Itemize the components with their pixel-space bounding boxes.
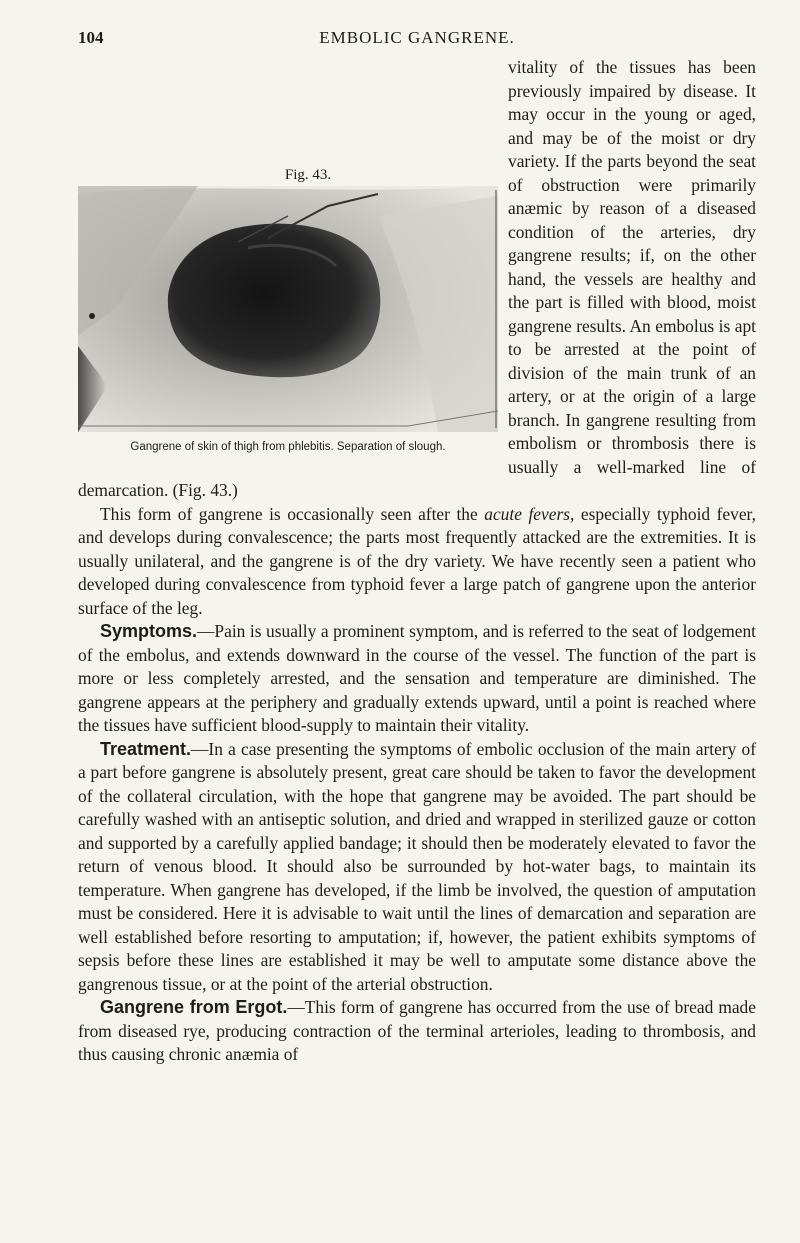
paragraph-opening	[78, 56, 756, 503]
paragraph-2-emphasis: acute fevers,	[484, 503, 575, 524]
treatment-paragraph	[78, 738, 756, 997]
paragraph-2-text-b: especially typhoid fever, and develops during convalescence; the parts most frequently attacked are the extremities. It is usually unilateral, and the gangrene is of the dry variety. We have recently seen a patient who developed during convalescence from typhoid fever a large patch of gangrene upon the anterior surface of the leg.	[78, 503, 756, 618]
ergot-paragraph	[78, 996, 756, 1067]
opening-text	[78, 56, 756, 503]
symptoms-paragraph	[78, 620, 756, 738]
ergot-heading: Gangrene from Ergot.	[100, 997, 288, 1017]
body-text	[78, 56, 756, 1067]
ergot-text: —This form of gangrene has occurred from the use of bread made from diseased rye, producing contraction of the terminal arterioles, leading to thrombosis, and thus causing chronic anæmia of	[78, 997, 756, 1064]
page	[78, 28, 756, 1067]
figure	[78, 164, 498, 460]
paragraph-2	[78, 503, 756, 621]
symptoms-heading: Symptoms.	[100, 621, 198, 641]
running-title: EMBOLIC GANGRENE.	[319, 28, 515, 47]
figure-caption: Gangrene of skin of thigh from phlebitis. Separation of slough.	[130, 441, 446, 453]
paragraph-1: vitality of the tissues has been previously impaired by disease. It may occur in the young or aged, and may be of the moist or dry variety. If the parts beyond the seat of obstruction were primarily anæmic by reason of a diseased condition of the arteries, dry gangrene results; if, on the other hand, the vessels are healthy and the part is filled with blood, moist gangrene results. An embolus is apt to be arrested at the point of division of the main trunk of an artery, or at the origin of a large branch. In gangrene resulting from embolism or thrombosis there is usually a well-marked line of demarcation. (Fig. 43.)	[78, 57, 756, 500]
symptoms-text: —Pain is usually a prominent symptom, and is referred to the seat of lodgement of the embolus, and extends downward in the course of the vessel. The function of the part is more or less completely arrested, and the sensation and temperature are diminished. The gangrene appears at the periphery and gradually extends upward, until a point is reached where the tissues have sufficient blood-supply to maintain their vitality.	[78, 621, 756, 735]
figure-image	[78, 186, 498, 432]
page-number: 104	[78, 28, 104, 47]
figure-label: Fig. 43.	[284, 167, 332, 183]
treatment-heading: Treatment.	[100, 738, 192, 759]
treatment-text: —In a case presenting the symptoms of embolic occlusion of the main artery of a part before gangrene is absolutely present, great care should be taken to favor the development of the collateral circulation, with the hope that gangrene may be avoided. The part should be carefully washed with an antiseptic solution, and dried and wrapped in sterilized gauze or cotton and supported by a carefully applied bandage; it should then be moderately elevated to favor the return of venous blood. It should also be surrounded by hot-water bags, to maintain its temperature. When gangrene has developed, if the limb be involved, the question of amputation must be considered. Here it is advisable to wait until the lines of demarcation and separation are well established before resorting to amputation; if, however, the patient exhibits symptoms of sepsis before these lines are established it may be well to amputate some distance above the gangrenous tissue, or at the point of the arterial obstruction.	[78, 738, 756, 994]
paragraph-2-text-a: This form of gangrene is occasionally seen after the	[100, 503, 478, 524]
page-header	[78, 28, 756, 56]
